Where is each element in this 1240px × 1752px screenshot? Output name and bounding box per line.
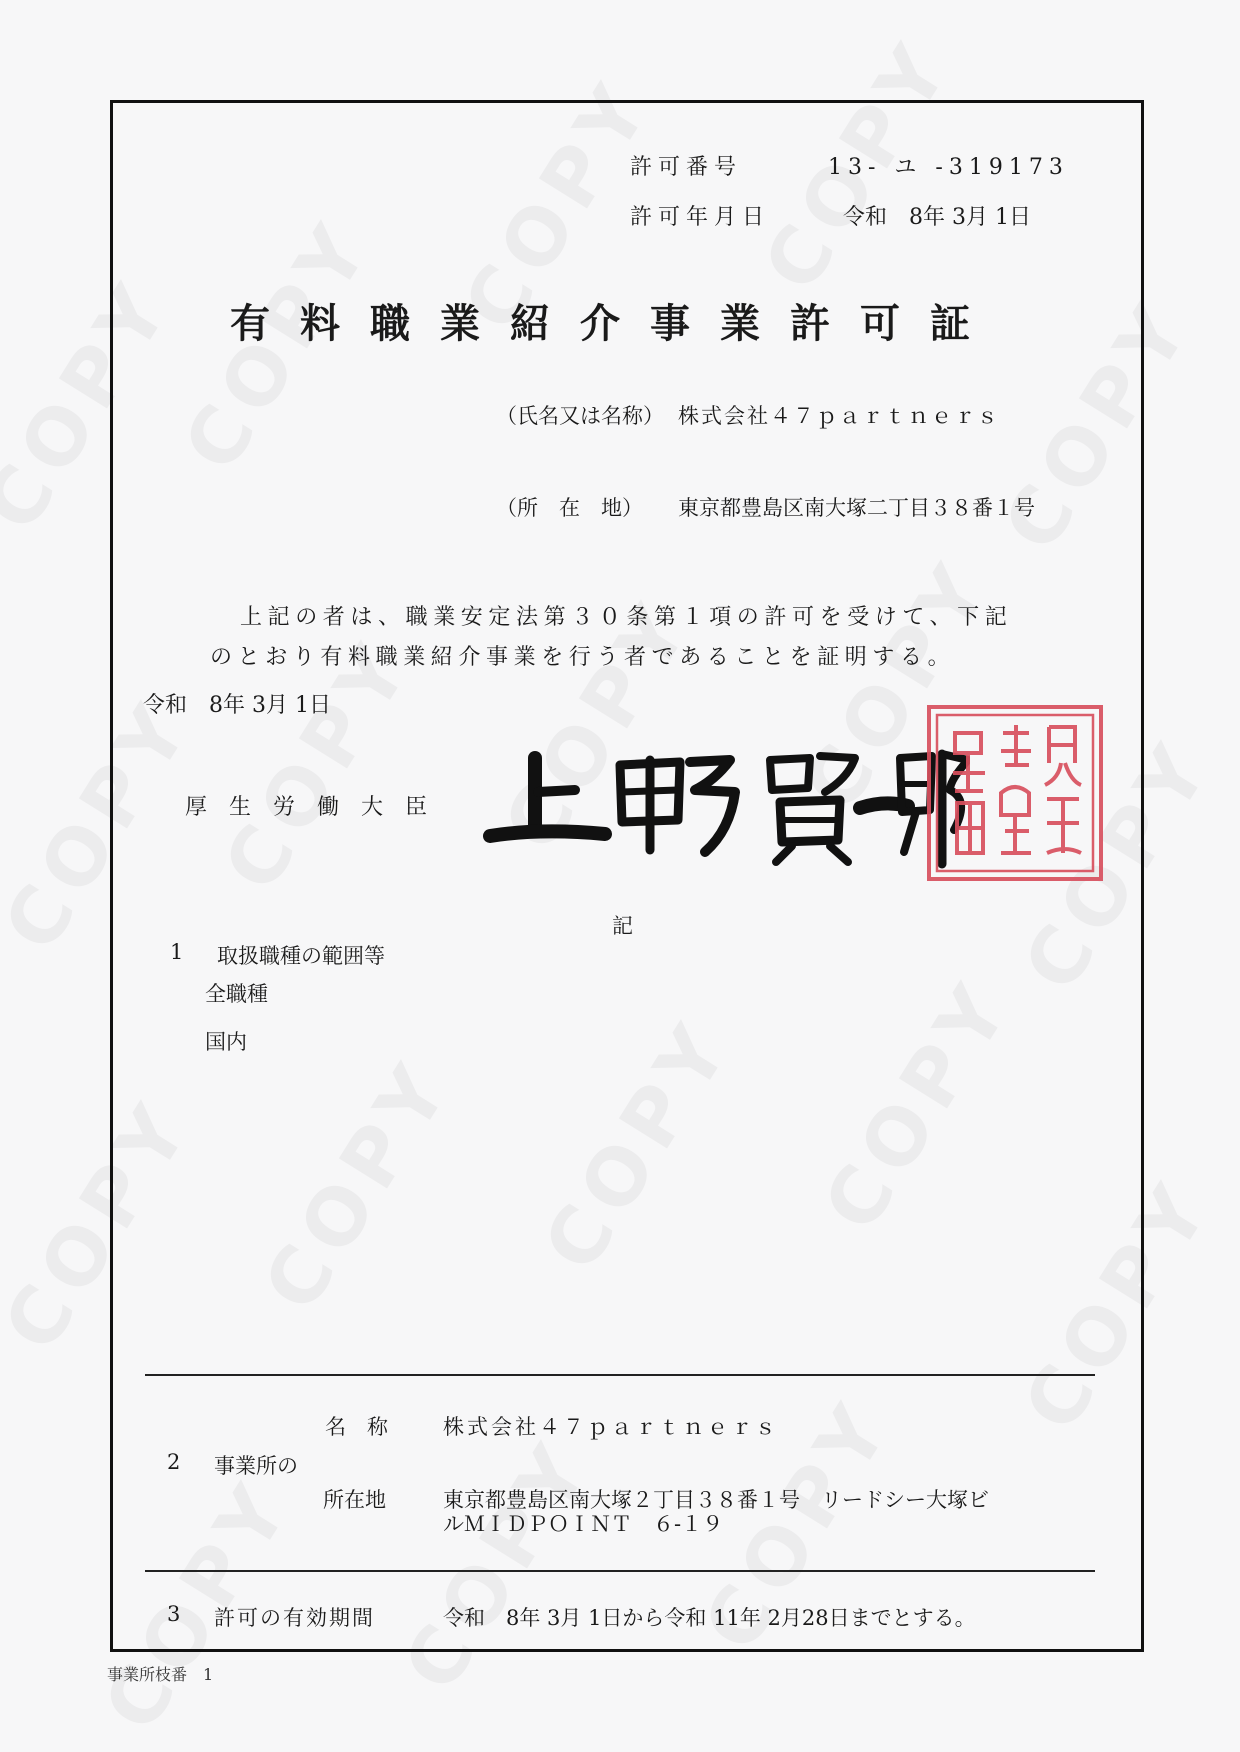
permit-number-value: 13- ユ -319173: [828, 155, 1069, 180]
item-2-name-value: 株式会社４７ｐａｒｔｎｅｒｓ: [443, 1415, 779, 1439]
ki-heading: 記: [612, 914, 633, 938]
item-3-value: 令和 8年 3月 1日から令和 11年 2月28日までとする。: [443, 1606, 976, 1630]
item-2-label: 事業所の: [214, 1454, 298, 1478]
official-seal: [925, 703, 1105, 883]
divider-line: [145, 1570, 1095, 1572]
body-line-2: のとおり有料職業紹介事業を行う者であることを証明する。: [210, 645, 956, 670]
holder-name-label: （氏名又は名称）: [496, 404, 664, 428]
item-1-label: 取扱職種の範囲等: [217, 944, 385, 968]
permit-number-label: 許可番号: [630, 155, 743, 180]
body-line-1: 上記の者は、職業安定法第３０条第１項の許可を受けて、下記: [240, 605, 1013, 630]
item-1-value-1: 全職種: [205, 982, 268, 1006]
item-2-address-line-1: 東京都豊島区南大塚２丁目３８番１号 リードシー大塚ビ: [443, 1488, 989, 1512]
holder-name-value: 株式会社４７ｐａｒｔｎｅｒｓ: [678, 404, 1000, 428]
holder-address-label: （所 在 地）: [496, 496, 643, 520]
permit-date-label: 許可年月日: [630, 205, 771, 230]
issue-date: 令和 8年 3月 1日: [143, 693, 331, 718]
certificate-title: 有料職業紹介事業許可証: [230, 300, 1000, 347]
item-2-name-label: 名 称: [325, 1415, 388, 1439]
branch-number: 事業所枝番 1: [107, 1665, 214, 1684]
item-2-number: 2: [167, 1450, 181, 1474]
item-3-label: 許可の有効期間: [214, 1606, 375, 1630]
item-3-number: 3: [167, 1602, 181, 1626]
item-2-address-label: 所在地: [323, 1488, 386, 1512]
item-1-number: 1: [170, 940, 184, 964]
divider-line: [145, 1374, 1095, 1376]
minister-title: 厚生労働大臣: [185, 795, 450, 820]
item-1-value-2: 国内: [205, 1030, 247, 1054]
minister-signature: [480, 740, 970, 870]
item-2-address-line-2: ルＭＩＤＰＯＩＮＴ ６-１９: [443, 1512, 724, 1536]
permit-date-value: 令和 8年 3月 1日: [843, 205, 1031, 230]
holder-address-value: 東京都豊島区南大塚二丁目３８番１号: [678, 496, 1035, 520]
